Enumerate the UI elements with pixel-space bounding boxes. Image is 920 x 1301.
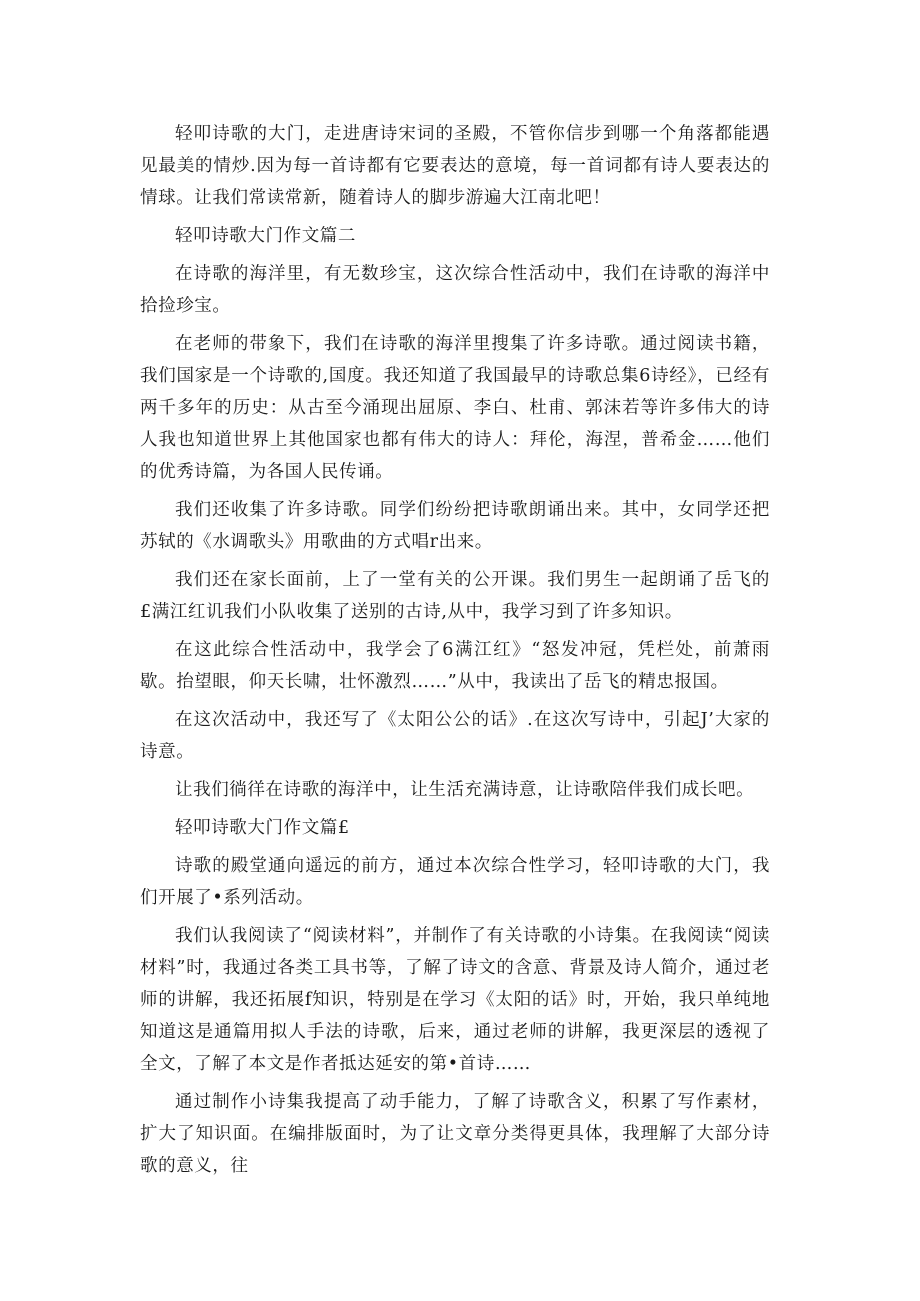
- paragraph: 我们认我阅读了“阅读材料”，并制作了有关诗歌的小诗集。在我阅读“阅读材料”时，我通过各类工具书等，了解了诗文的含意、背景及诗人简介，通过老师的讲解，我还拓展f知识，特别是在学习《太阳的话》时，开始，我只单纯地知道这是通篇用拟人手法的诗歌，后来，通过老师的讲解，我更深层的透视了全文，了解了本文是作者抵达延安的第•首诗……: [140, 926, 770, 1074]
- paragraph: 我们还在家长面前，上了一堂有关的公开课。我们男生一起朗诵了岳飞的£满江红讥我们小队收集了送别的古诗,从中，我学习到了许多知识。: [140, 570, 770, 622]
- paragraph: 在这次活动中，我还写了《太阳公公的话》.在这次写诗中，引起J’大家的诗意。: [140, 710, 770, 762]
- paragraph: 轻叩诗歌的大门，走进唐诗宋词的圣殿，不管你信步到哪一个角落都能遇见最美的情炒.因为每一首诗都有它要表达的意境，每一首词都有诗人要表达的情球。让我们常读常新，随着诗人的脚步游遍大江南北吧！: [140, 124, 770, 208]
- paragraph: 我们还收集了许多诗歌。同学们纷纷把诗歌朗诵出来。其中，女同学还把苏轼的《水调歌头》用歌曲的方式唱r出来。: [140, 500, 770, 552]
- paragraph: 在诗歌的海洋里，有无数珍宝，这次综合性活动中，我们在诗歌的海洋中拾捡珍宝。: [140, 264, 770, 316]
- paragraph: 在老师的带象下，我们在诗歌的海洋里搜集了许多诗歌。通过阅读书籍，我们国家是一个诗歌的,国度。我还知道了我国最早的诗歌总集6诗经》，已经有两千多年的历史：从古至今涌现出屈原、李白、杜甫、郭沫若等许多伟大的诗人我也知道世界上其他国家也都有伟大的诗人：拜伦，海涅，普希金……他们的优秀诗篇，为各国人民传诵。: [140, 334, 770, 482]
- paragraph: 在这此综合性活动中，我学会了6满江红》“怒发冲冠，凭栏处，前萧雨歇。抬望眼，仰天长啸，壮怀激烈……”从中，我读出了岳飞的精忠报国。: [140, 640, 770, 692]
- section-heading: 轻叩诗歌大门作文篇二: [175, 226, 356, 246]
- document-body: [140, 118, 770, 1188]
- section-heading: 轻叩诗歌大门作文篇£: [175, 818, 350, 838]
- paragraph: 通过制作小诗集我提高了动手能力，了解了诗歌含义，积累了写作素材，扩大了知识面。在编排版面时，为了让文章分类得更具体，我理解了大部分诗歌的意义，往: [140, 1092, 770, 1176]
- paragraph: 诗歌的殿堂通向遥远的前方，通过本次综合性学习，轻叩诗歌的大门，我们开展了•系列活动。: [140, 856, 770, 908]
- paragraph: 让我们徜徉在诗歌的海洋中，让生活充满诗意，让诗歌陪伴我们成长吧。: [175, 780, 755, 800]
